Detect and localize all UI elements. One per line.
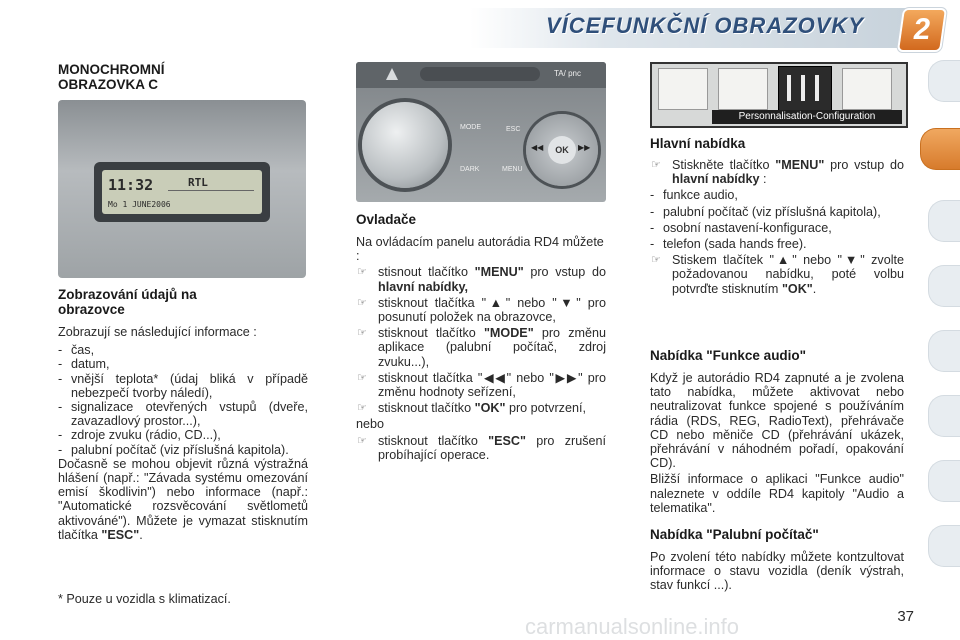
chapter-tab-1[interactable] bbox=[928, 60, 960, 102]
cd-slot bbox=[420, 67, 540, 81]
trip-computer-section bbox=[650, 527, 904, 593]
controls-bullet-updown: ☞ stisknout tlačítka "▲" nebo "▼" pro posunutí položek na obrazovce, bbox=[357, 295, 606, 325]
pointing-hand-icon: ☞ bbox=[357, 327, 367, 340]
lcd-screen bbox=[102, 170, 262, 214]
warning-paragraph: Dočasně se mohou objevit různá výstražná hlášení (např.: "Závada systému omezování emisí škodlivin") nebo informace (např.: "Automatické rozsvěcování světlometů aktivováné"). Můžete je vymazat stisknutím tlačítka "ESC". bbox=[58, 456, 308, 542]
trip-computer-heading: Nabídka "Palubní počítač" bbox=[650, 527, 819, 542]
arrow-up-icon: ▲ bbox=[773, 253, 793, 268]
page-number: 37 bbox=[897, 608, 914, 625]
column-1-body bbox=[58, 287, 308, 542]
arrow-right-icon[interactable]: ▶▶ bbox=[578, 143, 591, 152]
main-menu-bullet: ☞ Stiskněte tlačítko "MENU" pro vstup do hlavní nabídky : bbox=[651, 158, 905, 187]
volume-knob[interactable] bbox=[362, 102, 448, 188]
audio-paragraph-1: Když je autorádio RD4 zapnuté a je zvolena tato nabídka, můžete aktivovat nebo neutralizovat funkce spojené s používáním rádia (RDS, REG, RadioText), přehrávače CD nebo měniče CD (přehrávání ukázek, přehrávání v náhodném pořadí, opakování CD). bbox=[650, 371, 904, 471]
column-2-body bbox=[356, 212, 606, 462]
display-intro: Zobrazují se následující informace : bbox=[58, 325, 257, 339]
trip-computer-paragraph: Po zvolení této nabídky můžete kontzultovat informace o stavu vozidla (deník výstrah, stav funkcí ...). bbox=[650, 550, 904, 593]
list-item: - vnější teplota* (údaj bliká v případě nebezpečí tvorby náledí), bbox=[58, 371, 308, 400]
pointing-hand-icon: ☞ bbox=[357, 371, 367, 384]
ta-button-label[interactable]: TA/ pnc bbox=[554, 69, 581, 78]
list-item: - zdroje zvuku (rádio, CD...), bbox=[58, 428, 221, 443]
list-item: - funkce audio, bbox=[650, 188, 738, 203]
chapter-tab-7[interactable] bbox=[928, 460, 960, 502]
audio-menu-icon bbox=[658, 68, 708, 110]
pointing-hand-icon: ☞ bbox=[651, 254, 661, 267]
controls-bullet-esc: ☞ stisknout tlačítko "ESC" pro zrušení probíhající operace. bbox=[357, 433, 606, 462]
controls-bullet-menu: ☞ stisnout tlačítko "MENU" pro vstup do hlavní nabídky, bbox=[357, 265, 606, 294]
mode-button-label[interactable]: MODE bbox=[460, 124, 481, 131]
lcd-time: 11:32 bbox=[108, 176, 154, 194]
chapter-badge: 2 bbox=[899, 10, 945, 50]
list-item: - telefon (sada hands free). bbox=[650, 237, 807, 252]
esc-button-label[interactable]: ESC bbox=[506, 126, 521, 133]
rewind-icon: ◀◀ bbox=[482, 370, 507, 385]
controls-bullet-leftright: ☞ stisknout tlačítka "◀◀" nebo "▶▶" pro změnu hodnoty seřízení, bbox=[357, 370, 606, 400]
arrow-left-icon[interactable]: ◀◀ bbox=[531, 143, 544, 152]
list-item: - palubní počítač (viz příslušná kapitola). bbox=[58, 442, 289, 457]
column-1 bbox=[58, 62, 308, 92]
fast-forward-icon: ▶▶ bbox=[553, 370, 579, 385]
screen-banner: Personnalisation-Configuration bbox=[712, 110, 902, 124]
dark-button-label[interactable]: DARK bbox=[460, 166, 480, 173]
trip-computer-menu-icon bbox=[718, 68, 768, 110]
controls-or: nebo bbox=[356, 417, 385, 432]
arrow-down-icon: ▼ bbox=[841, 253, 861, 268]
footnote-text: * Pouze u vozidla s klimatizací. bbox=[58, 592, 231, 606]
page-title: VÍCEFUNKČNÍ OBRAZOVKY bbox=[545, 13, 864, 38]
list-item: - datum, bbox=[58, 357, 110, 372]
list-item: - palubní počítač (viz příslušná kapitola), bbox=[650, 204, 881, 219]
pointing-hand-icon: ☞ bbox=[357, 402, 367, 415]
watermark: carmanualsonline.info bbox=[525, 614, 740, 639]
pointing-hand-icon: ☞ bbox=[357, 434, 367, 447]
list-item: - osobní nastavení-konfigurace, bbox=[650, 220, 832, 235]
controls-heading: Ovladače bbox=[356, 212, 417, 227]
controls-bullet-mode: ☞ stisknout tlačítko "MODE" pro změnu aplikace (palubní počítač, zdroj zvuku...), bbox=[357, 326, 607, 369]
ok-button[interactable]: OK bbox=[548, 136, 576, 164]
audio-paragraph-2: Bližší informace o aplikaci "Funkce audio" naleznete v oddíle RD4 kapitoly "Audio a telematika". bbox=[650, 472, 904, 515]
controls-bullet-ok: ☞ stisknout tlačítko "OK" pro potvrzení, bbox=[357, 401, 586, 416]
arrow-down-icon: ▼ bbox=[556, 295, 577, 310]
mono-heading-1: MONOCHROMNÍ bbox=[58, 62, 165, 77]
footnote bbox=[58, 592, 308, 606]
main-menu-screen bbox=[650, 62, 908, 128]
lcd-date: Mo 1 JUNE2006 bbox=[108, 200, 171, 209]
pointing-hand-icon: ☞ bbox=[357, 266, 367, 279]
display-section-heading-2: obrazovce bbox=[58, 302, 125, 317]
pointing-hand-icon: ☞ bbox=[357, 296, 367, 309]
display-info-list bbox=[58, 343, 308, 457]
control-panel-photo bbox=[356, 62, 606, 202]
audio-section bbox=[650, 348, 904, 515]
pointing-hand-icon: ☞ bbox=[651, 159, 661, 171]
menu-select-bullet: ☞ Stiskem tlačítek "▲" nebo "▼" zvolte požadovanou nabídku, poté volbu potvrďte stisknutím "OK". bbox=[651, 253, 904, 296]
chapter-tab-6[interactable] bbox=[928, 395, 960, 437]
phone-menu-icon bbox=[842, 68, 892, 110]
chapter-tab-2[interactable] bbox=[920, 128, 960, 170]
arrow-up-icon: ▲ bbox=[486, 295, 506, 310]
menu-button-label[interactable]: MENU bbox=[502, 166, 523, 173]
monochrome-display-photo bbox=[58, 100, 306, 278]
column-3-body bbox=[650, 136, 904, 296]
chapter-tab-3[interactable] bbox=[928, 200, 960, 242]
navigation-pad[interactable] bbox=[526, 114, 598, 186]
chapter-tabs bbox=[928, 60, 960, 580]
main-menu-heading: Hlavní nabídka bbox=[650, 136, 746, 151]
mono-heading-2: OBRAZOVKA C bbox=[58, 77, 158, 92]
controls-intro: Na ovládacím panelu autorádia RD4 můžete : bbox=[356, 235, 604, 264]
list-item: - signalizace otevřených vstupů (dveře, zavazadlový prostor...), bbox=[58, 400, 308, 429]
chapter-tab-8[interactable] bbox=[928, 525, 960, 567]
display-section-heading-1: Zobrazování údajů na bbox=[58, 287, 197, 302]
lcd-radio: RTL bbox=[188, 176, 208, 189]
audio-heading: Nabídka "Funkce audio" bbox=[650, 348, 807, 363]
settings-menu-icon bbox=[778, 66, 832, 112]
list-item: - čas, bbox=[58, 343, 95, 358]
chapter-tab-4[interactable] bbox=[928, 265, 960, 307]
lcd-divider bbox=[168, 190, 254, 191]
chapter-tab-5[interactable] bbox=[928, 330, 960, 372]
